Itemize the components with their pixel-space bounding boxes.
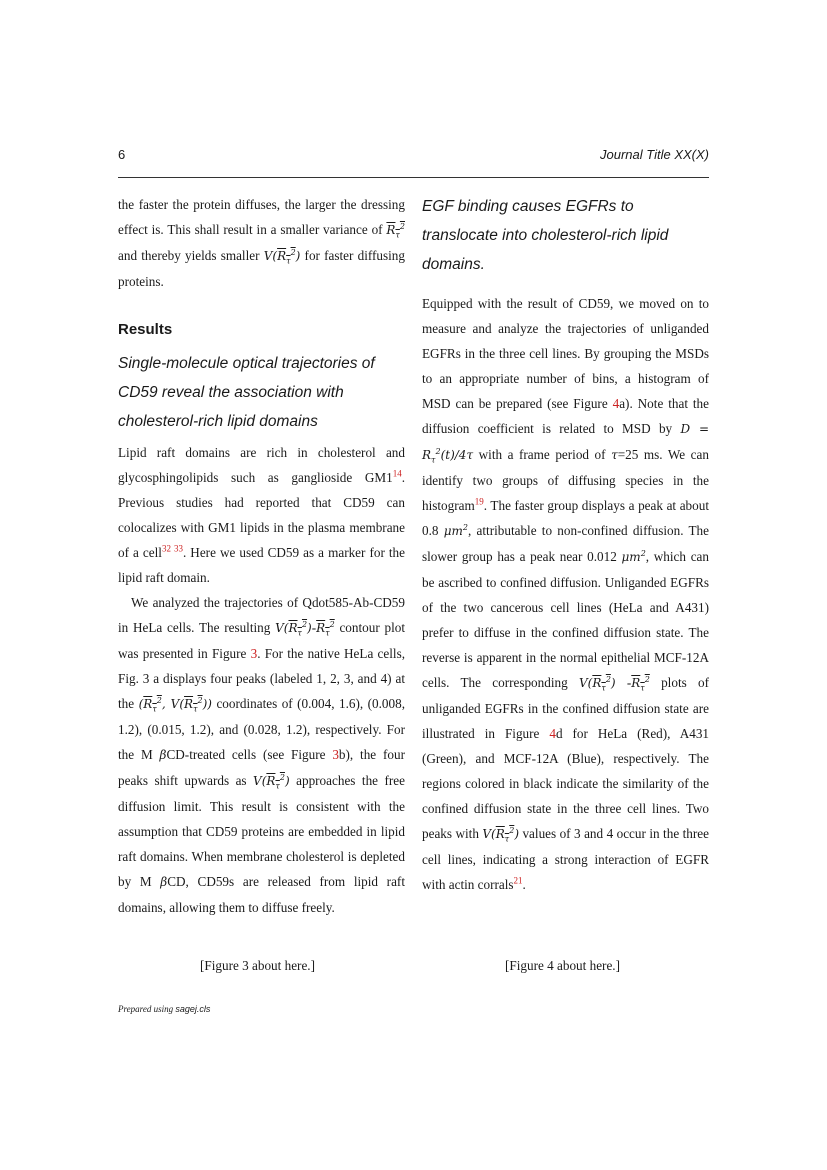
header-rule — [118, 177, 709, 178]
page-number: 6 — [118, 147, 126, 162]
figure-link[interactable]: 3 — [332, 747, 339, 762]
paragraph-egfr-analysis: Equipped with the result of CD59, we moved on to measure and analyze the trajectories of unliganded EGFRs in the three cell lines. By grouping the MSDs to an appropriate number of bins, a histogram of MSD can be prepared (see Figure 4a). Note that the diffusion coefficient is related to MSD by $D = R_\tau^2(t)/4\tau$ with a frame period of τ=25 ms. We can identify two groups of diffusing species in the histogram$^{19}$. The faster group displays a peak at about 0.8 $\mu m^2$, attributable to non-confined diffusion. The slower group has a peak near 0.012 $\mu m^2$, which can be ascribed to confined diffusion. Unliganded EGFRs of the two cancerous cell lines (HeLa and A431) prefer to diffuse in the confined diffusion state. The reverse is apparent in the normal epithelial MCF-12A cells. The corresponding $V(R_\tau^2)$ $-R_\tau^2$ plots of unliganded EGFRs in the confined diffusion state are illustrated in Figure 4d for HeLa (Red), A431 (Green), and MCF-12A (Blue), respectively. The regions colored in black indicate the similarity of the confined diffusion state in the three cell lines. Two peaks with $V(R_\tau^2)$ values of 3 and 4 occur in the three cell lines, indicating a strong interaction of EGFR with actin corrals$^{21}$. — [422, 296, 710, 892]
citation-link[interactable]: 32 33 — [161, 543, 183, 554]
prepared-using-note: Prepared using sagej.cls — [118, 1004, 211, 1014]
subsection-heading-cd59: Single-molecule optical trajectories of CD59 reveal the association with cholesterol-rich lipid domains — [118, 355, 375, 430]
figure-3-placeholder: [Figure 3 about here.] — [200, 958, 315, 973]
journal-title: Journal Title XX(X) — [600, 147, 709, 162]
citation-link[interactable]: 19 — [474, 496, 484, 507]
figure-4-placeholder: [Figure 4 about here.] — [505, 958, 620, 973]
right-column — [422, 192, 709, 897]
paragraph-cd59-analysis: We analyzed the trajectories of Qdot585-Ab-CD59 in HeLa cells. The resulting $V(R_\tau^2)-R_\tau^2$ contour plot was presented in Figure 3. For the native HeLa cells, Fig. 3 a displays four peaks (labeled 1, 2, 3, and 4) at the ($R_\tau^2$, $V(R_\tau^2)$) coordinates of (0.004, 1.6), (0.008, 1.2), (0.015, 1.2), and (0.028, 1.2), respectively. For the M βCD-treated cells (see Figure 3b), the four peaks shift upwards as $V(R_\tau^2)$ approaches the free diffusion limit. This result is consistent with the assumption that CD59 proteins are embedded in lipid raft domains. When membrane cholesterol is depleted by M βCD, CD59s are released from lipid raft domains, allowing them to diffuse freely. — [118, 595, 405, 915]
citation-link[interactable]: 21 — [513, 875, 523, 886]
paragraph-continuation: the faster the protein diffuses, the larger the dressing effect is. This shall result in a smaller variance of $R_\tau^2$ and thereby yields smaller $V(R_\tau^2)$ for faster diffusing proteins. — [118, 197, 405, 289]
paragraph-lipid-raft: Lipid raft domains are rich in cholesterol and glycosphingolipids such as ganglioside GM1$^{14}$. Previous studies had reported that CD59 can colocalizes with GM1 lipids in the plasma membrane of a cell$^{32 33}$. Here we used CD59 as a marker for the lipid raft domain. — [118, 445, 405, 585]
figure-link[interactable]: 4 — [612, 396, 620, 411]
subsection-heading-egf: EGF binding causes EGFRs to translocate into cholesterol-rich lipid domains. — [422, 198, 669, 273]
citation-link[interactable]: 14 — [392, 468, 402, 479]
left-column — [118, 192, 405, 920]
figure-link[interactable]: 3 — [250, 646, 258, 661]
figure-link[interactable]: 4 — [549, 726, 556, 741]
results-heading: Results — [118, 321, 173, 338]
